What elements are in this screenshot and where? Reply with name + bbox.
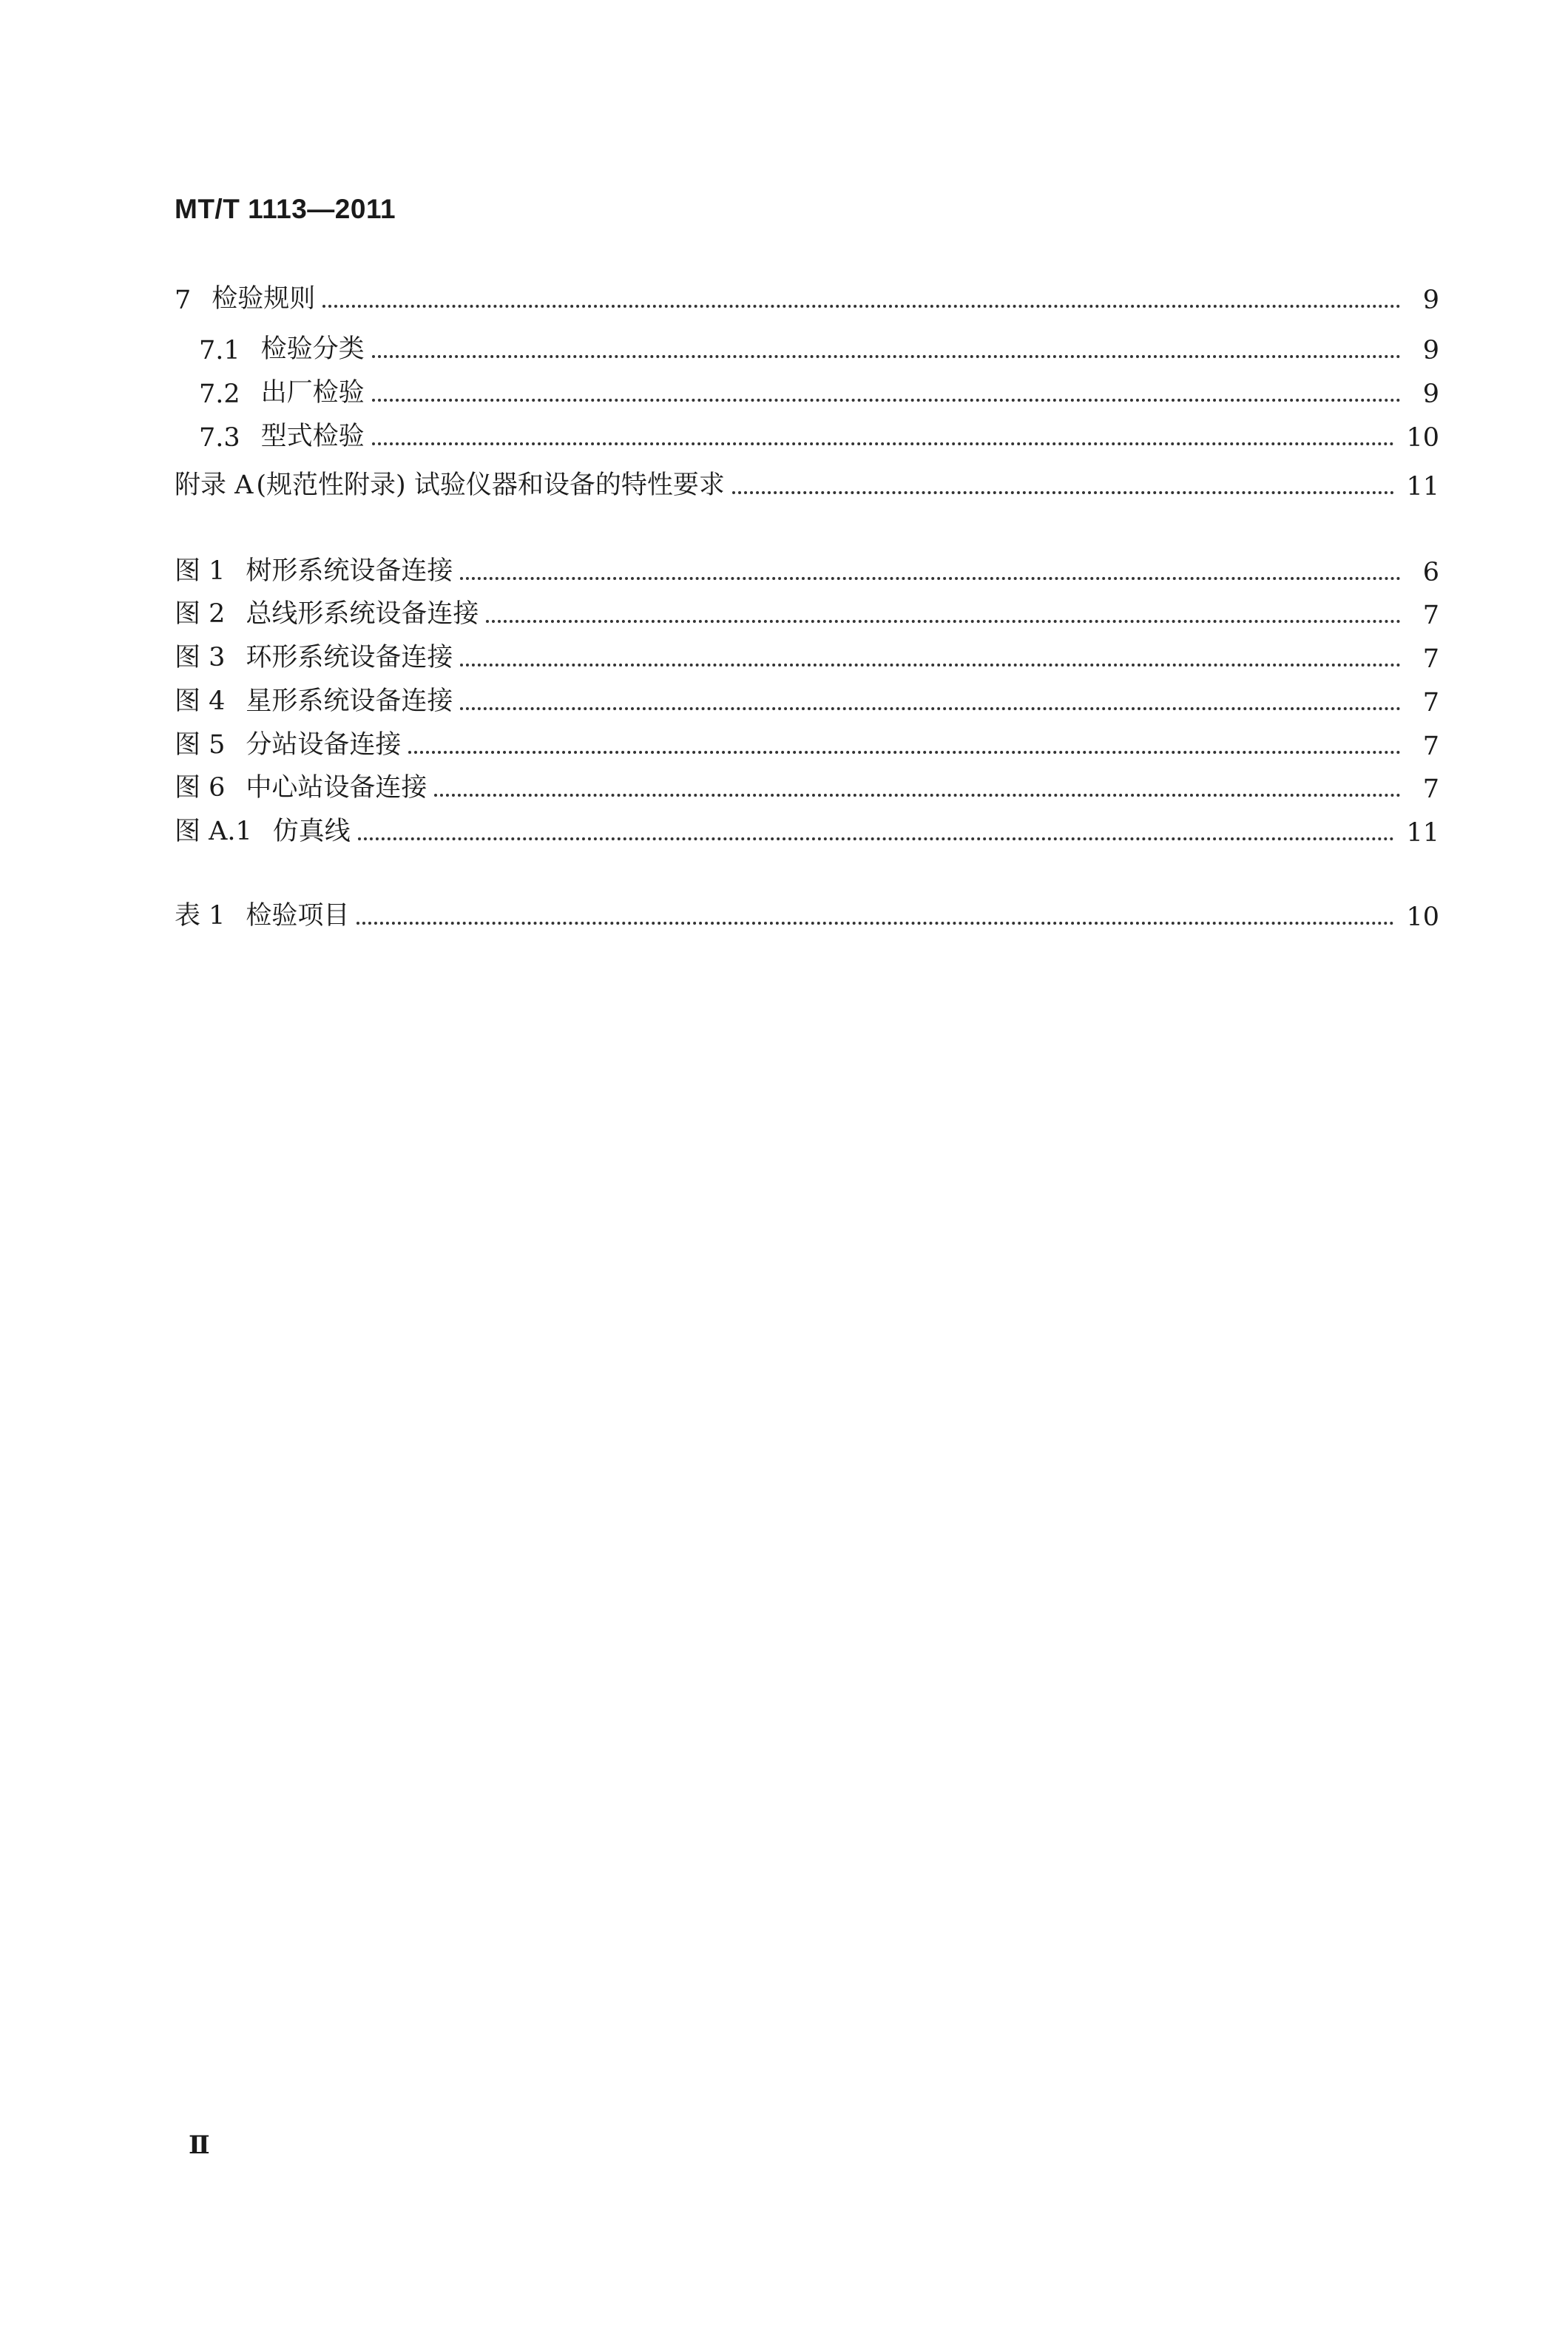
dot-leader [408,751,1401,754]
dot-leader [434,794,1401,797]
toc-entry-number: 7 [175,286,192,315]
toc-entry-number: 7.1 [199,336,240,365]
toc-entry-page: 7 [1422,775,1439,804]
toc-entry-title: 检验规则 [212,284,316,314]
toc-entry-page: 9 [1422,336,1439,365]
toc-entry-page: 9 [1422,379,1439,409]
toc-entry-title: 检验项目 [246,901,350,931]
toc-entry-page: 7 [1422,688,1439,718]
dot-leader [372,442,1395,445]
toc-entry-title: 星形系统设备连接 [246,686,453,716]
dot-leader [372,355,1401,358]
toc-entry-number: 附录 A [175,470,254,500]
toc-entry-title: 环形系统设备连接 [246,643,453,672]
toc-entry-number: 图 1 [175,556,226,586]
toc-entry-appendix-a[interactable] [175,460,1439,502]
toc-entry-title: 树形系统设备连接 [246,556,453,586]
page-number: Ⅱ [189,2130,210,2160]
toc-entry-figure-6[interactable] [175,763,1439,804]
toc-entry-page: 11 [1406,472,1439,502]
toc-entry-page: 10 [1406,423,1439,453]
toc-entry-number: 7.2 [199,379,240,409]
toc-entry-number: 图 4 [175,686,226,716]
dot-leader [460,707,1401,710]
toc-entry-number: 图 6 [175,773,226,803]
toc-entry-section-7-3[interactable] [199,411,1439,453]
toc-entry-figure-a1[interactable] [175,806,1439,848]
dot-leader [732,491,1395,494]
toc-entry-section-7[interactable] [175,274,1439,315]
toc-entry-page: 10 [1406,902,1439,932]
dot-leader [322,305,1401,308]
document-code: MT/T 1113—2011 [175,194,396,224]
toc-entry-page: 7 [1422,601,1439,630]
toc-entry-number: 7.3 [199,423,240,453]
toc-entry-number: 图 5 [175,730,226,760]
toc-entry-figure-5[interactable] [175,720,1439,761]
toc-entry-title: 总线形系统设备连接 [246,599,479,629]
toc-entry-number: 表 1 [175,901,226,931]
toc-entry-number: 图 3 [175,643,226,672]
toc-entry-figure-3[interactable] [175,632,1439,674]
toc-entry-number: 图 2 [175,599,226,629]
toc-entry-title: 检验分类 [260,334,365,364]
dot-leader [372,399,1401,402]
toc-entry-title: 仿真线 [272,817,351,846]
dot-leader [486,620,1401,623]
toc-entry-page: 11 [1406,818,1439,848]
toc-entry-page: 9 [1422,286,1439,315]
toc-entry-title: 中心站设备连接 [246,773,428,803]
toc-entry-figure-4[interactable] [175,676,1439,718]
dot-leader [460,664,1401,667]
dot-leader [460,577,1401,580]
toc-entry-figure-1[interactable] [175,546,1439,587]
toc-entry-title: (规范性附录) 试验仪器和设备的特性要求 [256,470,725,500]
dot-leader [356,922,1394,925]
toc-entry-page: 7 [1422,644,1439,674]
toc-entry-number: 图 A.1 [175,817,252,846]
toc-entry-section-7-1[interactable] [199,324,1439,365]
toc-entry-page: 6 [1422,558,1439,587]
toc-entry-table-1[interactable] [175,891,1439,932]
toc-entry-section-7-2[interactable] [199,368,1439,409]
toc-entry-title: 分站设备连接 [246,730,402,760]
toc-entry-figure-2[interactable] [175,589,1439,630]
dot-leader [358,837,1395,840]
toc-entry-title: 出厂检验 [260,378,365,408]
toc-entry-title: 型式检验 [260,422,365,451]
toc-entry-page: 7 [1422,732,1439,761]
